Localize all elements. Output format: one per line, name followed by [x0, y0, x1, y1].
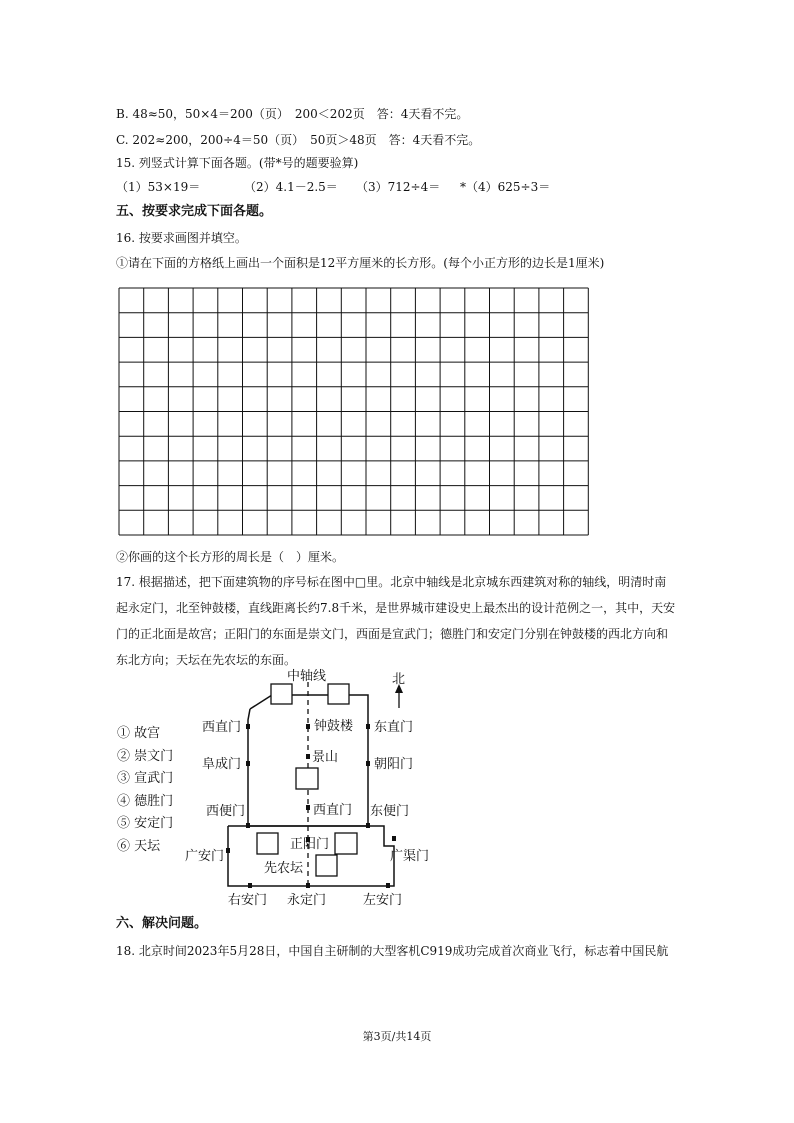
option-c: C. 202≈200，200÷4＝50（页） 50页＞48页 答：4天看不完。 — [116, 133, 481, 147]
answer-box-deshengmen[interactable] — [271, 684, 292, 704]
graph-paper-grid[interactable] — [118, 287, 590, 541]
label-xiannongtan: 先农坛 — [264, 861, 304, 876]
legend-item: ② 崇文门 — [117, 748, 174, 764]
label-zhengyangmen: 正阳门 — [290, 837, 330, 852]
label-north: 北 — [392, 672, 406, 687]
label-jingshan: 景山 — [312, 750, 339, 765]
question-15-items — [116, 179, 550, 195]
answer-box-tiantan[interactable] — [316, 855, 337, 876]
question-16-part-2: ②你画的这个长方形的周长是（ ）厘米。 — [116, 550, 345, 564]
label-zhonggulou: 钟鼓楼 — [314, 719, 354, 734]
label-central-axis: 中轴线 — [287, 669, 327, 684]
legend-item: ④ 德胜门 — [117, 793, 174, 809]
answer-box-xuanwumen[interactable] — [257, 833, 278, 854]
label-xibianmen: 西便门 — [206, 804, 246, 819]
legend-item: ① 故宫 — [117, 726, 161, 741]
label-dongbianmen: 东便门 — [370, 804, 410, 819]
label-chaoyangmen: 朝阳门 — [374, 757, 414, 772]
calc-item-2: （2）4.1－2.5＝ — [244, 180, 338, 194]
question-16-part-1: ①请在下面的方格纸上画出一个面积是12平方厘米的长方形。(每个小正方形的边长是1厘米) — [116, 256, 605, 270]
label-guanganmen: 广安门 — [185, 849, 225, 864]
label-dongzhimen: 东直门 — [374, 720, 414, 735]
label-xizhimen-inner: 西直门 — [313, 803, 353, 818]
section-6-heading: 六、解决问题。 — [116, 916, 208, 931]
label-xizhimen: 西直门 — [202, 720, 242, 735]
calc-item-3: （3）712÷4＝ — [356, 180, 441, 194]
answer-box-chongwenmen[interactable] — [335, 833, 357, 854]
option-b: B. 48≈50，50×4＝200（页） 200＜202页 答：4天看不完。 — [116, 107, 469, 121]
question-16: 16. 按要求画图并填空。 — [116, 231, 247, 245]
beijing-axis-map — [110, 668, 440, 913]
legend-item: ⑥ 天坛 — [117, 838, 161, 854]
question-15: 15. 列竖式计算下面各题。(带*号的题要验算) — [116, 156, 359, 170]
legend-item: ⑤ 安定门 — [117, 816, 174, 831]
label-guangqumen: 广渠门 — [390, 849, 430, 864]
answer-box-andingmen[interactable] — [328, 684, 349, 704]
question-17: 17. 根据描述，把下面建筑物的序号标在图中□里。北京中轴线是北京城东西建筑对称的轴线，明清时南起永定门，北至钟鼓楼，直线距离长约7.8千米，是世界城市建设史上最杰出的设计范例之一，其中，天安门的正北面是故宫；正阳门的东面是崇文门，西面是宣武门；德胜门和安定门分别在钟鼓楼的西北方向和东北方向；天坛在先农坛的东面。 — [116, 575, 676, 667]
outer-city-wall — [228, 826, 394, 886]
legend-item: ③ 宣武门 — [117, 771, 174, 786]
calc-item-1: （1）53×19＝ — [116, 180, 201, 194]
label-zuoanmen: 左安门 — [363, 893, 403, 908]
label-yongdingmen: 永定门 — [287, 893, 327, 908]
answer-box-gugong[interactable] — [296, 768, 318, 789]
calc-item-4: *（4）625÷3＝ — [460, 180, 551, 194]
page-footer: 第3页/共14页 — [362, 1030, 432, 1043]
section-5-heading: 五、按要求完成下面各题。 — [116, 204, 273, 219]
question-18: 18. 北京时间2023年5月28日，中国自主研制的大型客机C919成功完成首次商业飞行，标志着中国民航 — [116, 944, 669, 958]
label-youanmen: 右安门 — [228, 893, 268, 908]
label-fuchengmen: 阜成门 — [202, 757, 242, 772]
